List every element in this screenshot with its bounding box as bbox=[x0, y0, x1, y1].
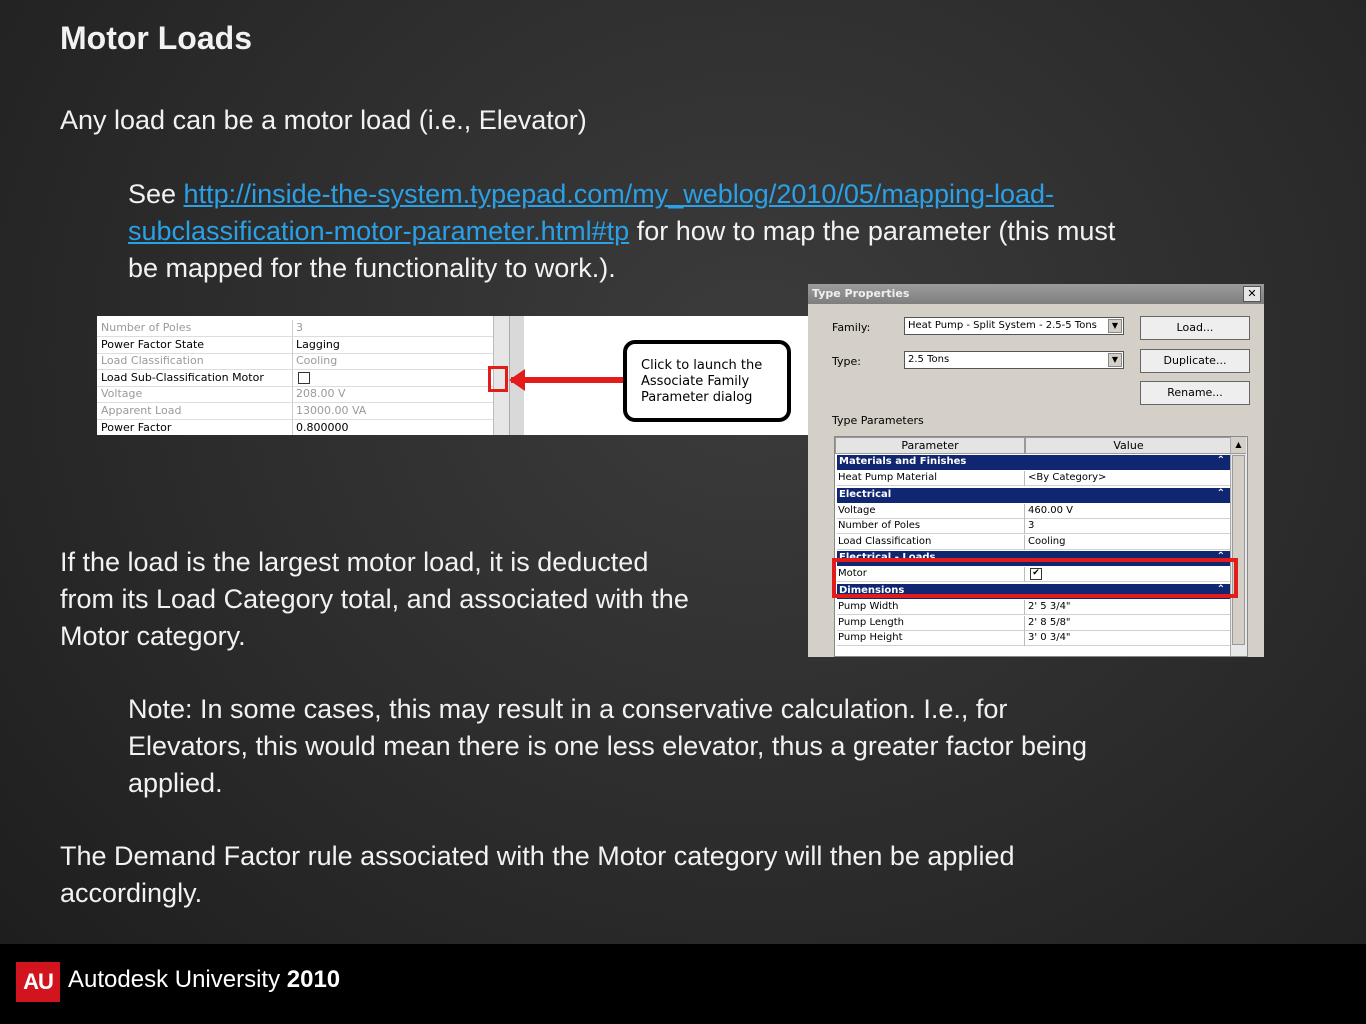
column-divider bbox=[292, 320, 293, 336]
property-value: 13000.00 VA bbox=[296, 404, 367, 417]
category-header[interactable] bbox=[837, 488, 1231, 503]
property-row[interactable] bbox=[97, 353, 507, 370]
property-row[interactable] bbox=[97, 320, 507, 337]
slide-title: Motor Loads bbox=[60, 20, 252, 56]
dialog-title: Type Properties bbox=[812, 287, 910, 300]
category-header[interactable] bbox=[837, 455, 1231, 470]
property-name: Number of Poles bbox=[101, 321, 192, 334]
parameter-row[interactable] bbox=[837, 631, 1231, 646]
column-divider bbox=[1024, 535, 1025, 550]
property-name: Load Sub-Classification Motor bbox=[101, 370, 264, 384]
collapse-icon[interactable]: ⌃ bbox=[1216, 487, 1225, 499]
property-value: 0.800000 bbox=[296, 420, 349, 434]
see-paragraph bbox=[128, 176, 1328, 287]
motor-checkbox[interactable]: ✔ bbox=[1030, 568, 1042, 580]
parameter-row[interactable] bbox=[837, 600, 1231, 615]
note-paragraph bbox=[128, 691, 1087, 802]
property-value: 3 bbox=[296, 321, 303, 334]
property-row[interactable] bbox=[97, 403, 507, 420]
property-row[interactable] bbox=[97, 370, 507, 387]
chevron-down-icon: ▼ bbox=[1108, 353, 1122, 367]
see-line-1 bbox=[128, 176, 1328, 213]
load-button[interactable]: Load... bbox=[1140, 316, 1250, 340]
type-parameters-label: Type Parameters bbox=[832, 414, 924, 427]
parameter-name: Pump Width bbox=[838, 601, 899, 612]
intro-text: Any load can be a motor load (i.e., Elevator) bbox=[60, 105, 587, 135]
property-name: Power Factor bbox=[101, 420, 172, 434]
parameter-name: Number of Poles bbox=[838, 520, 921, 532]
parameter-name: Voltage bbox=[838, 504, 876, 516]
mapping-link-part-2[interactable]: subclassification-motor-parameter.html#tp bbox=[128, 216, 630, 246]
property-value: 208.00 V bbox=[296, 387, 346, 401]
footer-brand-name: Autodesk University bbox=[68, 966, 287, 993]
type-parameters-grid bbox=[834, 436, 1248, 657]
column-divider bbox=[292, 420, 293, 435]
family-select[interactable] bbox=[904, 317, 1124, 335]
callout-text: Click to launch the Associate Family Parameter dialog bbox=[623, 340, 791, 422]
column-divider bbox=[1024, 600, 1025, 615]
see-line-3: be mapped for the functionality to work.). bbox=[128, 253, 616, 283]
demand-factor-line-1: The Demand Factor rule associated with the Motor category will then be applied bbox=[60, 841, 1015, 871]
properties-screenshot bbox=[97, 316, 809, 435]
parameter-value: 3 bbox=[1028, 520, 1035, 532]
parameter-value: 2' 8 5/8" bbox=[1028, 616, 1071, 628]
category-name: Electrical bbox=[839, 488, 892, 500]
parameter-row[interactable] bbox=[837, 519, 1231, 534]
parameter-name: Pump Length bbox=[838, 616, 904, 628]
column-header-value[interactable]: Value bbox=[1025, 437, 1232, 454]
arrow-shaft bbox=[511, 377, 623, 383]
type-label: Type: bbox=[832, 355, 861, 368]
column-divider bbox=[292, 353, 293, 369]
footer-brand bbox=[68, 966, 340, 994]
type-select[interactable] bbox=[904, 351, 1124, 369]
parameter-name: Motor bbox=[838, 568, 867, 580]
property-row[interactable] bbox=[97, 420, 507, 435]
category-name: Electrical - Loads bbox=[839, 552, 936, 564]
largest-motor-line-2: from its Load Category total, and associated with the bbox=[60, 584, 689, 614]
parameter-name: Pump Height bbox=[838, 632, 903, 644]
column-divider bbox=[1024, 519, 1025, 534]
see-line-2 bbox=[128, 213, 1328, 250]
type-value: 2.5 Tons bbox=[908, 354, 950, 365]
see-suffix: for how to map the parameter (this must bbox=[629, 216, 1116, 246]
parameter-value: Cooling bbox=[1028, 535, 1066, 547]
largest-motor-line-3: Motor category. bbox=[60, 621, 246, 651]
motor-checkbox[interactable] bbox=[298, 372, 310, 384]
parameter-row[interactable] bbox=[837, 504, 1231, 519]
property-name: Voltage bbox=[101, 387, 143, 401]
property-value: Lagging bbox=[296, 337, 340, 351]
motor-highlight-box bbox=[832, 558, 1238, 598]
parameter-name: Load Classification bbox=[838, 535, 932, 547]
demand-factor-paragraph bbox=[60, 838, 1015, 912]
category-name: Dimensions bbox=[839, 585, 905, 596]
collapse-icon[interactable]: ⌃ bbox=[1216, 551, 1225, 563]
property-row[interactable] bbox=[97, 386, 507, 403]
category-name: Materials and Finishes bbox=[839, 456, 967, 467]
column-divider bbox=[292, 403, 293, 419]
column-divider bbox=[292, 386, 293, 402]
mapping-link-part-1[interactable]: http://inside-the-system.typepad.com/my_weblog/2010/05/mapping-load- bbox=[183, 179, 1055, 209]
parameter-row[interactable] bbox=[837, 535, 1231, 550]
note-line-1: Note: In some cases, this may result in a conservative calculation. I.e., for bbox=[128, 694, 1008, 724]
parameter-row[interactable] bbox=[837, 616, 1231, 631]
column-divider bbox=[292, 337, 293, 353]
note-line-3: applied. bbox=[128, 768, 223, 798]
parameter-name: Heat Pump Material bbox=[838, 472, 937, 483]
grid-scrollbar[interactable] bbox=[1230, 437, 1247, 656]
demand-factor-line-2: accordingly. bbox=[60, 878, 203, 908]
parameter-value: 2' 5 3/4" bbox=[1028, 601, 1071, 612]
property-row[interactable] bbox=[97, 337, 507, 354]
property-name: Power Factor State bbox=[101, 337, 205, 351]
largest-motor-paragraph bbox=[60, 544, 689, 655]
chevron-down-icon: ▼ bbox=[1108, 319, 1122, 333]
duplicate-button[interactable]: Duplicate... bbox=[1140, 349, 1250, 373]
see-prefix: See bbox=[128, 179, 184, 209]
highlight-box bbox=[488, 366, 508, 392]
column-divider bbox=[1024, 631, 1025, 646]
collapse-icon[interactable]: ⌃ bbox=[1216, 584, 1225, 595]
column-divider bbox=[292, 370, 293, 386]
parameter-value: 460.00 V bbox=[1028, 504, 1074, 516]
column-divider bbox=[1024, 471, 1025, 486]
au-logo: AU bbox=[16, 962, 60, 1002]
property-value: Cooling bbox=[296, 354, 338, 368]
column-header-parameter[interactable]: Parameter bbox=[835, 437, 1025, 454]
scroll-up-icon[interactable]: ▲ bbox=[1231, 437, 1246, 454]
note-line-2: Elevators, this would mean there is one less elevator, thus a greater factor being bbox=[128, 731, 1088, 761]
parameter-row[interactable] bbox=[837, 471, 1231, 486]
family-value: Heat Pump - Split System - 2.5-5 Tons bbox=[908, 320, 1097, 331]
collapse-icon[interactable]: ⌃ bbox=[1216, 455, 1225, 466]
parameter-value: 3' 0 3/4" bbox=[1028, 632, 1071, 644]
family-label: Family: bbox=[832, 321, 871, 334]
column-divider bbox=[1024, 616, 1025, 631]
column-divider bbox=[1024, 504, 1025, 519]
close-icon[interactable]: ✕ bbox=[1243, 286, 1261, 302]
property-name: Apparent Load bbox=[101, 404, 182, 417]
footer-year: 2010 bbox=[286, 966, 341, 993]
type-properties-dialog bbox=[808, 284, 1264, 657]
parameter-value: <By Category> bbox=[1028, 472, 1107, 483]
scroll-thumb[interactable] bbox=[1232, 455, 1245, 645]
largest-motor-line-1: If the load is the largest motor load, it is deducted bbox=[60, 547, 649, 577]
dialog-titlebar bbox=[808, 284, 1264, 304]
rename-button[interactable]: Rename... bbox=[1140, 381, 1250, 405]
property-name: Load Classification bbox=[101, 354, 204, 368]
